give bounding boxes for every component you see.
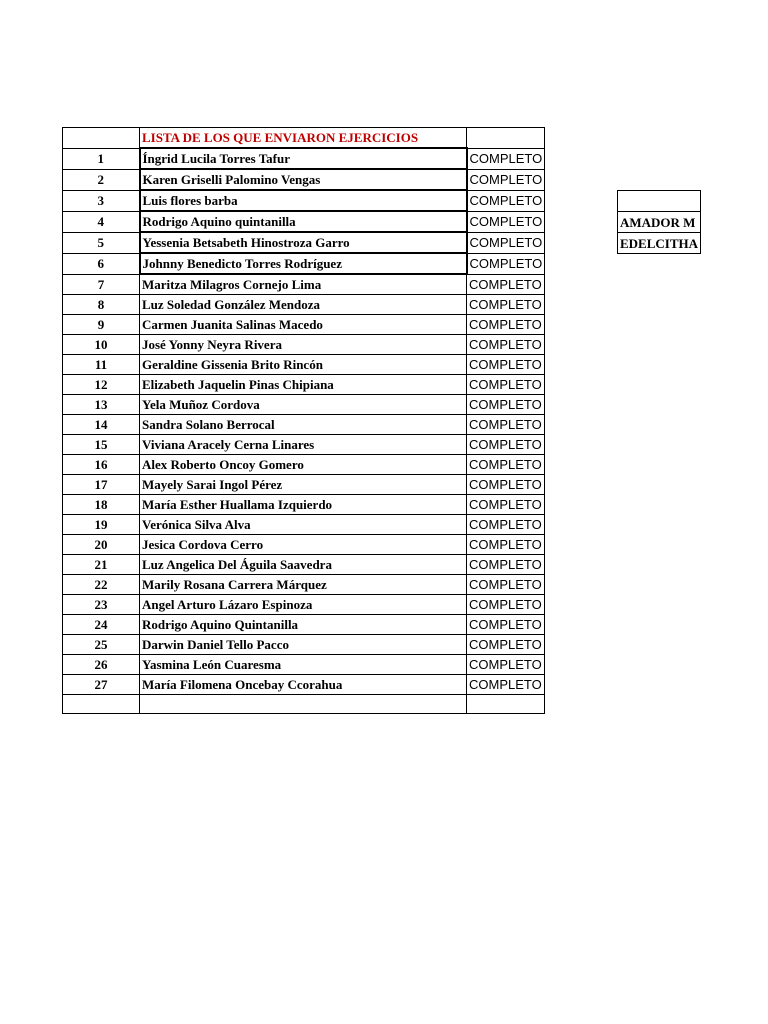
side-cell[interactable] — [618, 191, 701, 212]
row-number[interactable]: 9 — [63, 315, 140, 335]
status-cell[interactable]: COMPLETO — [467, 395, 545, 415]
row-number[interactable]: 3 — [63, 190, 140, 211]
table-row — [63, 555, 545, 575]
row-number[interactable]: 24 — [63, 615, 140, 635]
students-table — [62, 127, 545, 714]
row-number[interactable]: 25 — [63, 635, 140, 655]
status-cell[interactable]: COMPLETO — [467, 575, 545, 595]
table-row — [63, 148, 545, 169]
list-title[interactable]: LISTA DE LOS QUE ENVIARON EJERCICIOS — [140, 128, 467, 149]
student-name[interactable]: Carmen Juanita Salinas Macedo — [140, 315, 467, 335]
student-name[interactable]: Karen Griselli Palomino Vengas — [140, 169, 467, 190]
status-cell[interactable]: COMPLETO — [467, 190, 545, 211]
table-row — [63, 675, 545, 695]
status-cell[interactable]: COMPLETO — [467, 475, 545, 495]
status-cell[interactable]: COMPLETO — [467, 495, 545, 515]
row-number[interactable]: 22 — [63, 575, 140, 595]
status-cell[interactable]: COMPLETO — [467, 435, 545, 455]
side-cell[interactable]: EDELCITHA — [618, 233, 701, 254]
table-row — [63, 395, 545, 415]
row-number[interactable]: 4 — [63, 211, 140, 232]
row-number[interactable]: 19 — [63, 515, 140, 535]
status-cell[interactable]: COMPLETO — [467, 515, 545, 535]
status-cell[interactable]: COMPLETO — [467, 315, 545, 335]
row-number[interactable]: 18 — [63, 495, 140, 515]
row-number[interactable]: 13 — [63, 395, 140, 415]
student-name[interactable]: Rodrigo Aquino quintanilla — [140, 211, 467, 232]
student-name[interactable]: Rodrigo Aquino Quintanilla — [140, 615, 467, 635]
student-name[interactable]: Verónica Silva Alva — [140, 515, 467, 535]
row-number[interactable]: 16 — [63, 455, 140, 475]
student-name[interactable]: Geraldine Gissenia Brito Rincón — [140, 355, 467, 375]
row-number[interactable]: 20 — [63, 535, 140, 555]
table-row — [63, 315, 545, 335]
student-name[interactable]: José Yonny Neyra Rivera — [140, 335, 467, 355]
student-name[interactable]: Elizabeth Jaquelin Pinas Chipiana — [140, 375, 467, 395]
table-row — [63, 575, 545, 595]
row-number[interactable]: 10 — [63, 335, 140, 355]
header-row — [63, 128, 545, 149]
status-cell[interactable]: COMPLETO — [467, 535, 545, 555]
table-row — [63, 355, 545, 375]
student-name[interactable]: Johnny Benedicto Torres Rodríguez — [140, 253, 467, 274]
row-number[interactable]: 12 — [63, 375, 140, 395]
student-name[interactable]: María Esther Huallama Izquierdo — [140, 495, 467, 515]
status-cell[interactable]: COMPLETO — [467, 335, 545, 355]
student-name[interactable]: Yessenia Betsabeth Hinostroza Garro — [140, 232, 467, 253]
table-row — [63, 635, 545, 655]
table-row — [63, 190, 545, 211]
table-row — [63, 655, 545, 675]
status-cell[interactable]: COMPLETO — [467, 675, 545, 695]
student-name[interactable]: Viviana Aracely Cerna Linares — [140, 435, 467, 455]
empty-cell[interactable] — [63, 695, 140, 714]
status-cell[interactable]: COMPLETO — [467, 375, 545, 395]
table-row — [63, 415, 545, 435]
row-number[interactable]: 21 — [63, 555, 140, 575]
table-row — [63, 595, 545, 615]
row-number[interactable]: 2 — [63, 169, 140, 190]
empty-cell[interactable] — [467, 695, 545, 714]
table-row — [63, 295, 545, 315]
status-cell[interactable]: COMPLETO — [467, 274, 545, 295]
student-name[interactable]: Yasmina León Cuaresma — [140, 655, 467, 675]
student-name[interactable]: Mayely Sarai Ingol Pérez — [140, 475, 467, 495]
student-name[interactable]: Íngrid Lucila Torres Tafur — [140, 148, 467, 169]
table-row — [63, 495, 545, 515]
status-cell[interactable]: COMPLETO — [467, 635, 545, 655]
student-name[interactable]: Maritza Milagros Cornejo Lima — [140, 274, 467, 295]
table-row — [63, 169, 545, 190]
row-number[interactable]: 5 — [63, 232, 140, 253]
student-name[interactable]: Jesica Cordova Cerro — [140, 535, 467, 555]
row-number[interactable]: 8 — [63, 295, 140, 315]
header-status-cell[interactable] — [467, 128, 545, 149]
table-row — [63, 535, 545, 555]
student-name[interactable]: Marily Rosana Carrera Márquez — [140, 575, 467, 595]
table-row — [63, 253, 545, 274]
table-row — [63, 211, 545, 232]
students-table-body — [63, 128, 545, 714]
table-row — [63, 615, 545, 635]
status-cell[interactable]: COMPLETO — [467, 169, 545, 190]
table-row-empty — [63, 695, 545, 714]
student-name[interactable]: Darwin Daniel Tello Pacco — [140, 635, 467, 655]
table-row — [63, 335, 545, 355]
status-cell[interactable]: COMPLETO — [467, 655, 545, 675]
student-name[interactable]: María Filomena Oncebay Ccorahua — [140, 675, 467, 695]
row-number[interactable]: 15 — [63, 435, 140, 455]
student-name[interactable]: Luz Angelica Del Águila Saavedra — [140, 555, 467, 575]
header-empty-cell[interactable] — [63, 128, 140, 149]
table-row — [63, 435, 545, 455]
student-name[interactable]: Sandra Solano Berrocal — [140, 415, 467, 435]
status-cell[interactable]: COMPLETO — [467, 555, 545, 575]
table-row — [63, 232, 545, 253]
row-number[interactable]: 7 — [63, 274, 140, 295]
status-cell[interactable]: COMPLETO — [467, 295, 545, 315]
row-number[interactable]: 23 — [63, 595, 140, 615]
student-name[interactable]: Luz Soledad González Mendoza — [140, 295, 467, 315]
table-row — [63, 274, 545, 295]
row-number[interactable]: 17 — [63, 475, 140, 495]
student-name[interactable]: Luis flores barba — [140, 190, 467, 211]
empty-cell[interactable] — [140, 695, 467, 714]
status-cell[interactable]: COMPLETO — [467, 148, 545, 169]
row-number[interactable]: 26 — [63, 655, 140, 675]
status-cell[interactable]: COMPLETO — [467, 415, 545, 435]
row-number[interactable]: 27 — [63, 675, 140, 695]
status-cell[interactable]: COMPLETO — [467, 615, 545, 635]
table-row — [63, 375, 545, 395]
student-name[interactable]: Angel Arturo Lázaro Espinoza — [140, 595, 467, 615]
row-number[interactable]: 1 — [63, 148, 140, 169]
table-row — [63, 455, 545, 475]
student-name[interactable]: Alex Roberto Oncoy Gomero — [140, 455, 467, 475]
status-cell[interactable]: COMPLETO — [467, 455, 545, 475]
table-row — [63, 515, 545, 535]
student-name[interactable]: Yela Muñoz Cordova — [140, 395, 467, 415]
status-cell[interactable]: COMPLETO — [467, 595, 545, 615]
status-cell[interactable]: COMPLETO — [467, 355, 545, 375]
row-number[interactable]: 11 — [63, 355, 140, 375]
status-cell[interactable]: COMPLETO — [467, 253, 545, 274]
row-number[interactable]: 14 — [63, 415, 140, 435]
side-cell[interactable]: AMADOR M — [618, 212, 701, 233]
side-table — [617, 190, 701, 254]
row-number[interactable]: 6 — [63, 253, 140, 274]
status-cell[interactable]: COMPLETO — [467, 232, 545, 253]
status-cell[interactable]: COMPLETO — [467, 211, 545, 232]
table-row — [63, 475, 545, 495]
